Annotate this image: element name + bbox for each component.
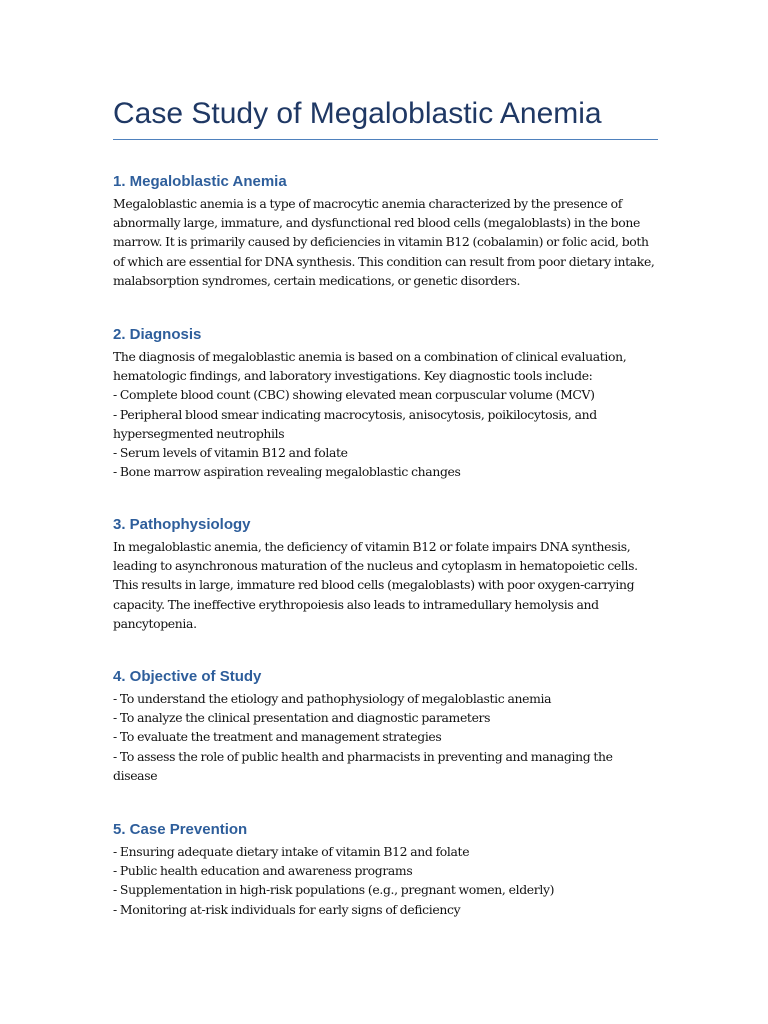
- paragraph-line: pancytopenia.: [113, 615, 197, 631]
- section-body: [113, 347, 658, 481]
- section-body: [113, 537, 658, 633]
- section-diagnosis: [113, 325, 658, 481]
- list-item: - Serum levels of vitamin B12 and folate: [113, 445, 348, 461]
- list-item: - Ensuring adequate dietary intake of vitamin B12 and folate: [113, 844, 470, 859]
- section-body: [113, 842, 658, 919]
- section-body: [113, 689, 658, 785]
- list-item: - To evaluate the treatment and management strategies: [113, 729, 442, 745]
- paragraph-line: capacity. The ineffective erythropoiesis also leads to intramedullary hemolysis and: [113, 596, 599, 612]
- section-objective-of-study: [113, 667, 658, 785]
- list-item: - To assess the role of public health and pharmacists in preventing and managing the: [113, 748, 613, 764]
- title-divider: [113, 139, 658, 140]
- paragraph-line: malabsorption syndromes, certain medications, or genetic disorders.: [113, 272, 521, 288]
- paragraph-line: In megaloblastic anemia, the deficiency of vitamin B12 or folate impairs DNA synthesis,: [113, 539, 631, 554]
- list-item: - Public health education and awareness programs: [113, 863, 413, 879]
- paragraph-line: This results in large, immature red blood cells (megaloblasts) with poor oxygen-carrying: [113, 577, 635, 593]
- list-item: - Complete blood count (CBC) showing elevated mean corpuscular volume (MCV): [113, 387, 595, 403]
- paragraph-line: marrow. It is primarily caused by deficiencies in vitamin B12 (cobalamin) or folic acid, both: [113, 234, 649, 250]
- paragraph-line: The diagnosis of megaloblastic anemia is based on a combination of clinical evaluation,: [113, 349, 627, 364]
- list-item: - To analyze the clinical presentation and diagnostic parameters: [113, 710, 491, 726]
- list-item-continuation: disease: [113, 767, 158, 783]
- list-item: - To understand the etiology and pathophysiology of megaloblastic anemia: [113, 691, 552, 706]
- section-heading: 3. Pathophysiology: [113, 516, 251, 533]
- section-heading: 5. Case Prevention: [113, 821, 248, 838]
- section-megaloblastic-anemia: [113, 172, 658, 290]
- paragraph-line: of which are essential for DNA synthesis. This condition can result from poor dietary intake,: [113, 253, 655, 269]
- paragraph-line: abnormally large, immature, and dysfunctional red blood cells (megaloblasts) in the bone: [113, 215, 640, 231]
- list-item: - Supplementation in high-risk populations (e.g., pregnant women, elderly): [113, 882, 555, 898]
- list-item: - Bone marrow aspiration revealing megaloblastic changes: [113, 464, 461, 480]
- paragraph-line: leading to asynchronous maturation of the nucleus and cytoplasm in hematopoietic cells.: [113, 558, 638, 574]
- section-case-prevention: [113, 820, 658, 919]
- section-heading: 2. Diagnosis: [113, 326, 202, 343]
- list-item: - Monitoring at-risk individuals for early signs of deficiency: [113, 901, 461, 917]
- section-body: [113, 194, 658, 290]
- page-title: Case Study of Megaloblastic Anemia: [113, 97, 602, 130]
- list-item: - Peripheral blood smear indicating macrocytosis, anisocytosis, poikilocytosis, and: [113, 406, 597, 422]
- section-heading: 1. Megaloblastic Anemia: [113, 173, 287, 190]
- section-pathophysiology: [113, 515, 658, 633]
- paragraph-line: hematologic findings, and laboratory investigations. Key diagnostic tools include:: [113, 368, 593, 384]
- paragraph-line: Megaloblastic anemia is a type of macrocytic anemia characterized by the presence of: [113, 196, 622, 211]
- section-heading: 4. Objective of Study: [113, 668, 262, 685]
- list-item-continuation: hypersegmented neutrophils: [113, 425, 285, 441]
